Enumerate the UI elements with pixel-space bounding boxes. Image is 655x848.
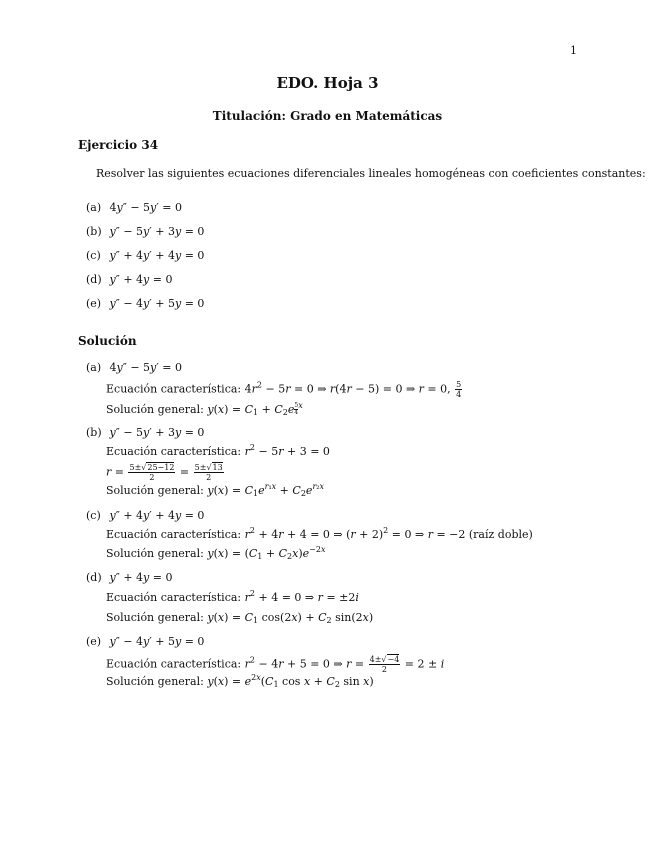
characteristic-equation-d: Ecuación característica: $r^2 + 4 = 0$ ⇒ r = ±2i [106,589,359,604]
characteristic-label: Ecuación característica: [106,445,242,458]
general-solution-a: Solución general: $y(x) = C_1 + C_2e$ $\frac{5}{4}$ $^x$ [106,401,303,417]
page-subtitle: Titulación: Grado en Matemáticas [212,109,443,123]
general-label: Solución general: [106,675,204,688]
exercise-item-c: (c) y″ + 4y′ + 4y = 0 [86,249,205,262]
general-solution-c: Solución general: $y(x) = (C_1 + C_2x)e^{-2x}$ [106,545,326,561]
page-title: EDO. Hoja 3 [276,74,379,92]
exercise-heading: Ejercicio 34 [78,138,159,152]
solution-item-d: (d) y″ + 4y = 0 [86,571,173,584]
solution-heading: Solución [78,334,137,348]
characteristic-equation-c: Ecuación característica: $r^2 + 4r + 4 = 0$ ⇒ $(r + 2)^2 = 0$ ⇒ r = −2 (raíz doble) [106,526,533,541]
characteristic-label: Ecuación característica: [106,528,242,541]
solution-item-c: (c) y″ + 4y′ + 4y = 0 [86,509,205,522]
general-label: Solución general: [106,484,204,497]
general-solution-e: Solución general: $y(x) = e^{2x}(C_1$ $\cos x + C_2$ sin x) [106,673,374,689]
exercise-item-b: (b) y″ − 5y′ + 3y = 0 [86,225,205,238]
characteristic-label: Ecuación característica: [106,591,242,604]
roots-b: r = $\frac{5\pm√25-12}{2}$ = $\frac{5\pm√13}{2}$ [106,463,223,482]
exercise-item-e: (e) y″ − 4y′ + 5y = 0 [86,297,205,310]
page-number: 1 [570,44,577,57]
exercise-item-d: (d) y″ + 4y = 0 [86,273,173,286]
characteristic-equation-b: Ecuación característica: $r^2 - 5r + 3 = 0$ [106,443,330,458]
characteristic-label: Ecuación característica: [106,657,242,671]
solution-item-b: (b) y″ − 5y′ + 3y = 0 [86,426,205,439]
general-solution-b: Solución general: $y(x) = C_1e^{r_1x} + C_2e^{r_2x}$ [106,482,324,498]
characteristic-equation-a: Ecuación característica: $4r^2 - 5r = 0$ ⇒ r(4r − 5) = 0 ⇒ r = 0, $\frac{5}{4}$ [106,380,462,399]
exercise-item-a: (a) 4y″ − 5y′ = 0 [86,201,182,214]
exercise-statement: Resolver las siguientes ecuaciones diferenciales lineales homogéneas con coeficientes constantes: [96,167,646,180]
characteristic-label: Ecuación característica: [106,382,242,396]
general-label: Solución general: [106,547,204,560]
characteristic-equation-e: Ecuación característica: $r^2 - 4r + 5 = 0$ ⇒ r = $\frac{4\pm√-4}{2}$ = 2 ± i [106,655,445,674]
solution-item-e: (e) y″ − 4y′ + 5y = 0 [86,635,205,648]
general-solution-d: Solución general: $y(x) = C_1$ $\cos(2x) + C_2$ sin(2x) [106,611,374,625]
general-label: Solución general: [106,403,204,416]
general-label: Solución general: [106,611,204,624]
solution-item-a: (a) 4y″ − 5y′ = 0 [86,361,182,374]
